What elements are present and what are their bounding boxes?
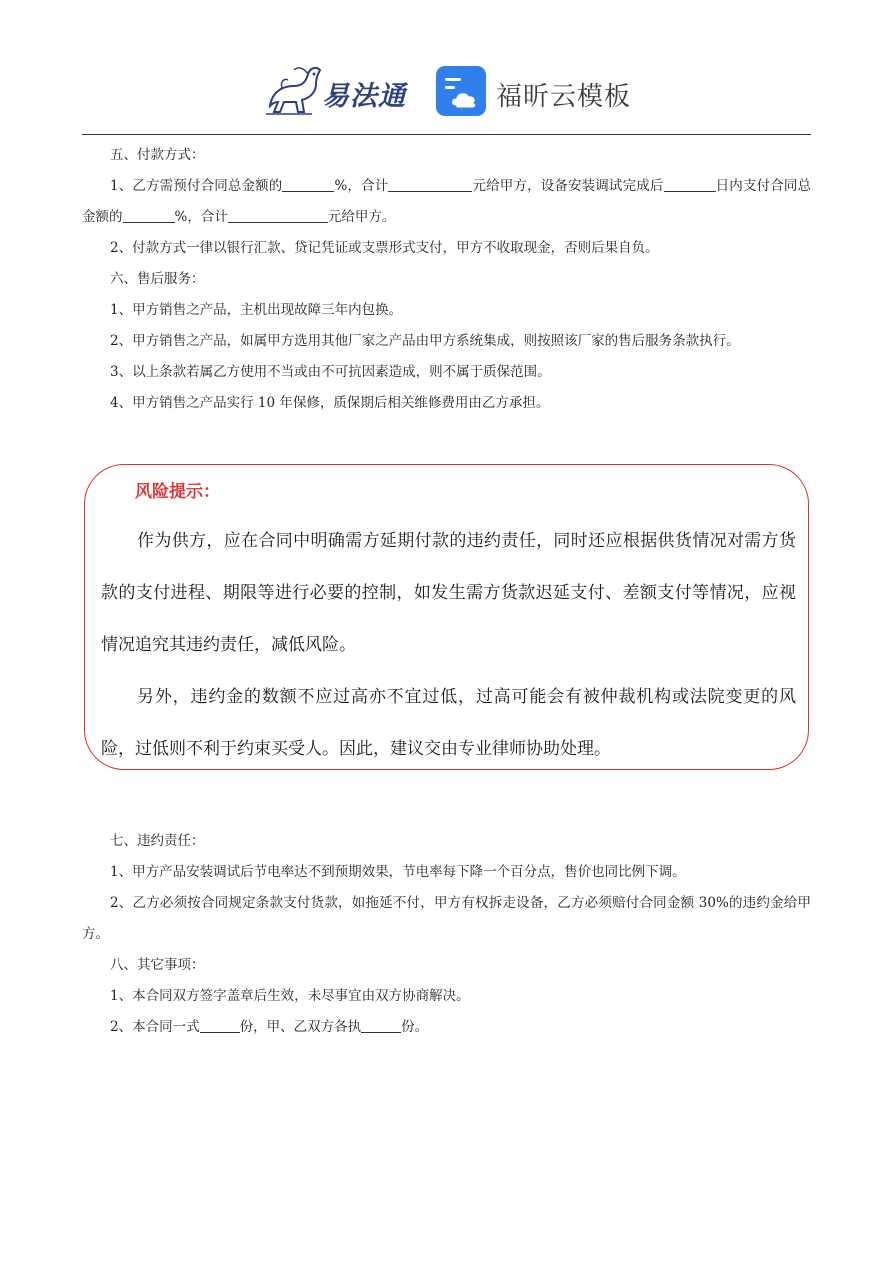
- yifatong-logo: [262, 62, 412, 118]
- contract-body-top: [82, 140, 811, 419]
- blank-balance-percent[interactable]: [123, 208, 175, 223]
- section-6-item-3: 3、以上条款若属乙方使用不当或由不可抗因素造成，则不属于质保范围。: [110, 364, 551, 380]
- blank-balance-amount[interactable]: [228, 208, 328, 223]
- section-6-item-2: 2、甲方销售之产品，如属甲方选用其他厂家之产品由甲方系统集成，则按照该厂家的售后服务条款执行。: [110, 333, 740, 349]
- section-8-item-1: 1、本合同双方签字盖章后生效，未尽事宜由双方协商解决。: [110, 988, 470, 1004]
- risk-notice-box: [84, 464, 809, 770]
- section-7-item-2: 2、乙方必须按合同规定条款支付货款，如拖延不付，甲方有权拆走设备，乙方必须赔付合同金额 30%的违约金给甲方。: [82, 895, 811, 942]
- section-7-heading: 七、违约责任：: [110, 833, 205, 849]
- section-6-item-4: 4、甲方销售之产品实行 10 年保修，质保期后相关维修费用由乙方承担。: [110, 395, 550, 411]
- text-fragment: 元给甲方。: [327, 209, 396, 225]
- text-fragment: 元给甲方，设备安装调试完成后: [472, 178, 664, 194]
- section-8-item-2: [82, 1012, 811, 1043]
- blank-copies-each[interactable]: [361, 1018, 401, 1033]
- section-7-item-1: 1、甲方产品安装调试后节电率达不到预期效果，节电率每下降一个百分点，售价也同比例下调。: [110, 864, 686, 880]
- risk-notice-title: 风险提示：: [135, 482, 220, 502]
- risk-notice-body: [101, 515, 796, 775]
- cloud-document-icon: [436, 66, 486, 116]
- section-5-item-1: [82, 171, 811, 233]
- text-fragment: %，合计: [334, 178, 389, 194]
- header-divider: [82, 134, 811, 135]
- horse-icon: [262, 62, 324, 118]
- contract-body-bottom: [82, 826, 811, 1043]
- section-6-item-1: 1、甲方销售之产品，主机出现故障三年内包换。: [110, 302, 403, 318]
- section-5-item-2: 2、付款方式一律以银行汇款、贷记凭证或支票形式支付，甲方不收取现金，否则后果自负。: [110, 240, 659, 256]
- text-fragment: %，合计: [174, 209, 228, 225]
- blank-days[interactable]: [664, 177, 716, 192]
- text-fragment: 日内支付合同总金额的: [82, 178, 812, 225]
- text-fragment: 1、乙方需预付合同总金额的: [110, 178, 283, 194]
- yifatong-logo-text: 易法通: [322, 81, 406, 112]
- section-5-heading: 五、付款方式：: [110, 147, 205, 163]
- risk-notice-paragraph-2: 另外，违约金的数额不应过高亦不宜过低，过高可能会有被仲裁机构或法院变更的风险，过低则不利于约束买受人。因此，建议交由专业律师协助处理。: [101, 687, 796, 759]
- blank-copies-total[interactable]: [200, 1018, 240, 1033]
- text-fragment: 2、本合同一式: [110, 1019, 200, 1035]
- risk-notice-paragraph-1: 作为供方，应在合同中明确需方延期付款的违约责任，同时还应根据供货情况对需方货款的支付进程、期限等进行必要的控制，如发生需方货款迟延支付、差额支付等情况，应视情况追究其违约责任，减低风险。: [101, 531, 796, 655]
- text-fragment: 份。: [401, 1019, 429, 1035]
- blank-prepay-amount[interactable]: [388, 177, 472, 192]
- page-header: [0, 58, 893, 122]
- section-8-heading: 八、其它事项：: [110, 957, 205, 973]
- blank-prepay-percent[interactable]: [282, 177, 334, 192]
- foxit-template-logo: [436, 62, 646, 118]
- text-fragment: 份，甲、乙双方各执: [239, 1019, 362, 1035]
- section-6-heading: 六、售后服务：: [110, 271, 205, 287]
- foxit-template-logo-text: 福昕云模板: [496, 82, 632, 112]
